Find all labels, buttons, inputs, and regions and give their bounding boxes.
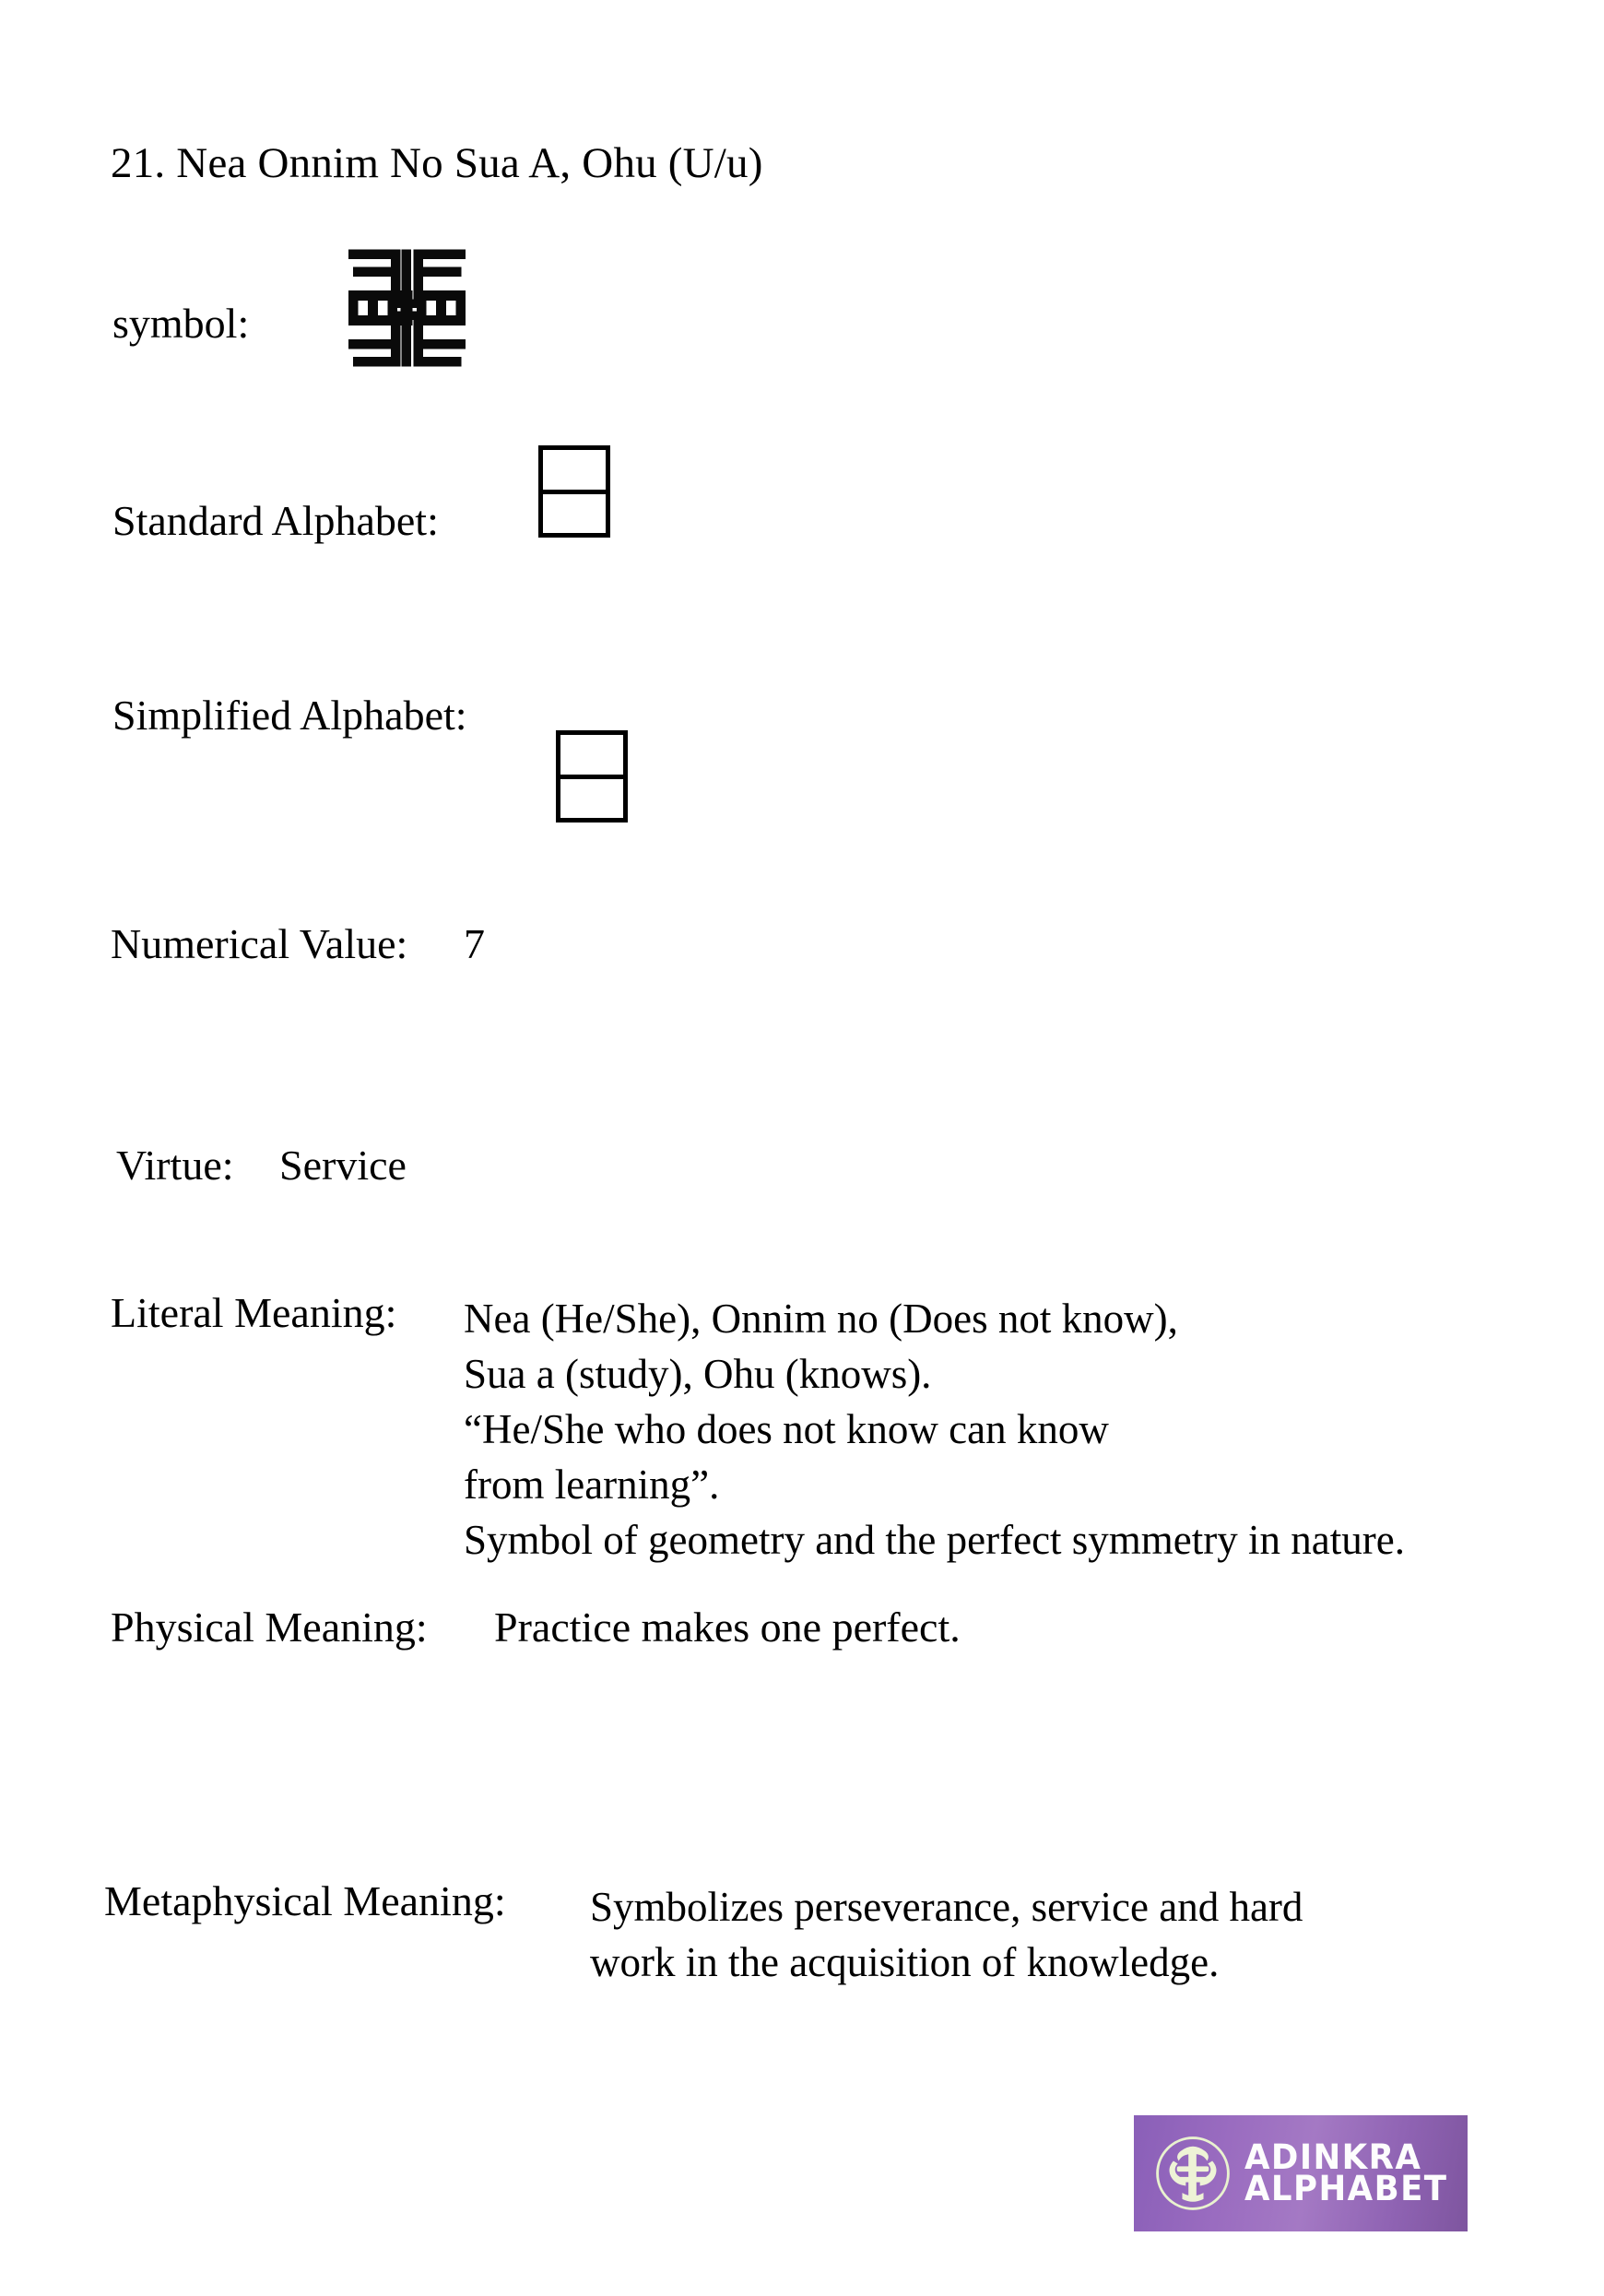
page-title: 21. Nea Onnim No Sua A, Ohu (U/u) [111, 139, 763, 187]
literal-meaning-line: from learning”. [464, 1462, 720, 1508]
logo-line-2: ALPHABET [1244, 2169, 1448, 2208]
standard-alphabet-glyph-icon [538, 445, 610, 538]
literal-meaning-line: Nea (He/She), Onnim no (Does not know), [464, 1296, 1178, 1342]
numerical-value-label: Numerical Value: [111, 920, 408, 967]
virtue-value: Service [279, 1142, 407, 1189]
literal-meaning-line: Sua a (study), Ohu (knows). [464, 1351, 932, 1397]
simplified-alphabet-label: Simplified Alphabet: [112, 692, 467, 739]
glyph-divider [560, 775, 623, 779]
literal-meaning-label: Literal Meaning: [111, 1289, 397, 1336]
physical-meaning-value: Practice makes one perfect. [494, 1604, 961, 1651]
physical-meaning-label: Physical Meaning: [111, 1604, 428, 1651]
simplified-alphabet-glyph-icon [556, 730, 628, 823]
logo-wordmark [1244, 2136, 1457, 2208]
standard-alphabet-label: Standard Alphabet: [112, 497, 439, 544]
adinkra-symbol-icon [342, 238, 472, 378]
metaphysical-meaning-line: work in the acquisition of knowledge. [590, 1939, 1220, 1985]
virtue-label: Virtue: [116, 1142, 234, 1189]
literal-meaning-body [464, 1291, 1405, 1568]
metaphysical-meaning-body [590, 1879, 1303, 1990]
metaphysical-meaning-line: Symbolizes perseverance, service and hard [590, 1884, 1303, 1930]
adinkra-alphabet-logo-badge [1134, 2115, 1468, 2231]
logo-line-1: ADINKRA [1244, 2136, 1422, 2177]
gye-nyame-icon [1149, 2129, 1237, 2218]
literal-meaning-line: “He/She who does not know can know [464, 1406, 1109, 1452]
metaphysical-meaning-label: Metaphysical Meaning: [104, 1877, 506, 1924]
numerical-value: 7 [464, 920, 485, 967]
glyph-divider [543, 490, 606, 494]
symbol-label: symbol: [112, 300, 250, 347]
literal-meaning-line: Symbol of geometry and the perfect symmetry in nature. [464, 1517, 1405, 1563]
